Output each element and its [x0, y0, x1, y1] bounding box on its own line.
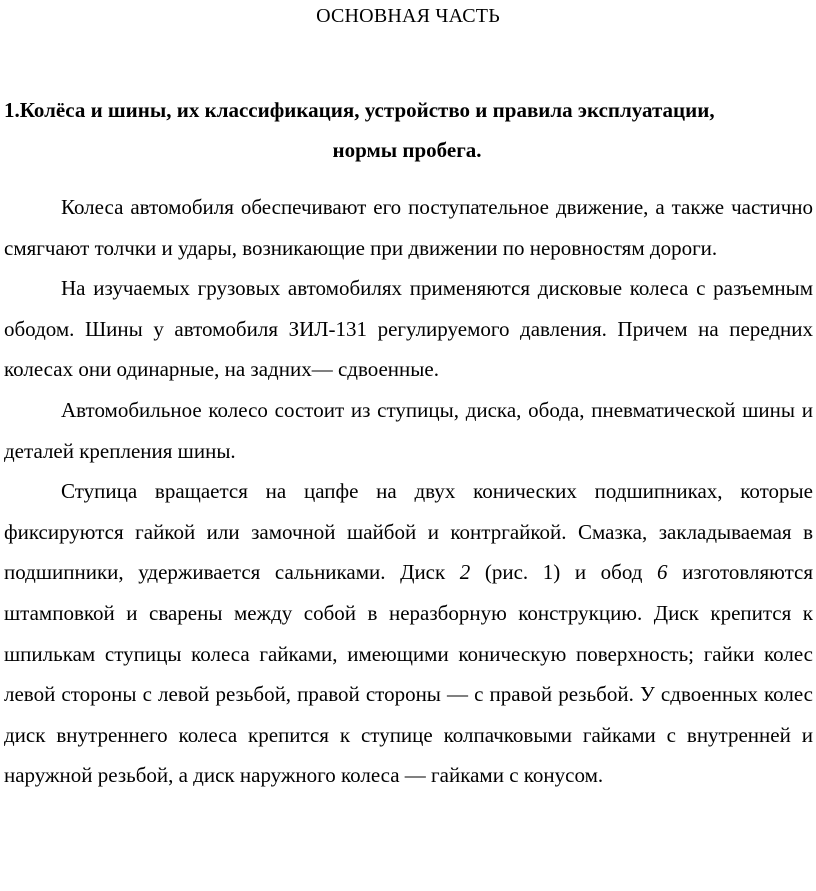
chapter-heading-line-1: 1.Колёса и шины, их классификация, устройство и правила эксплуатации, — [4, 98, 715, 122]
paragraph-disc-wheels: На изучаемых грузовых автомобилях применяются дисковые колеса с разъемным ободом. Шины у автомобиля ЗИЛ-131 регулируемого давления. Причем на передних колесах они одинарные, на задних— сдвоенные. — [4, 276, 813, 382]
chapter-heading-line-2: нормы пробега. — [332, 138, 482, 162]
body-text — [4, 187, 813, 796]
paragraph-wheel-composition: Автомобильное колесо состоит из ступицы, диска, обода, пневматической шины и деталей крепления шины. — [4, 397, 813, 463]
hub-text-part-b: (рис. 1) и обод — [470, 560, 658, 585]
hub-text-part-a: Ступица вращается на цапфе на двух конических подшипниках, которые фиксируются гайкой или замочной шайбой и контргайкой. Смазка, закладываемая в подшипники, удерживается сальниками. Диск — [4, 479, 813, 585]
disk-reference-number: 2 — [459, 560, 471, 585]
paragraph-wheels-purpose: Колеса автомобиля обеспечивают его поступательное движение, а также частично смягчают толчки и удары, возникающие при движении по неровностям дороги. — [4, 195, 813, 260]
section-title: ОСНОВНАЯ ЧАСТЬ — [316, 5, 500, 27]
rim-reference-number: 6 — [657, 560, 668, 585]
chapter-heading — [4, 90, 810, 170]
hub-text-part-c: изготовляются штамповкой и сварены между собой в неразборную конструкцию. Диск крепится к шпилькам ступицы колеса гайками, имеющими коническую поверхность; гайки колес левой стороны с левой резьбой, правой стороны — с правой резьбой. У сдвоенных колес диск внутреннего колеса крепится к ступице колпачковыми гайками с внутренней и наружной резьбой, а диск наружного колеса — гайками с конусом. — [4, 560, 813, 788]
paragraph-hub-mounting — [4, 471, 813, 796]
